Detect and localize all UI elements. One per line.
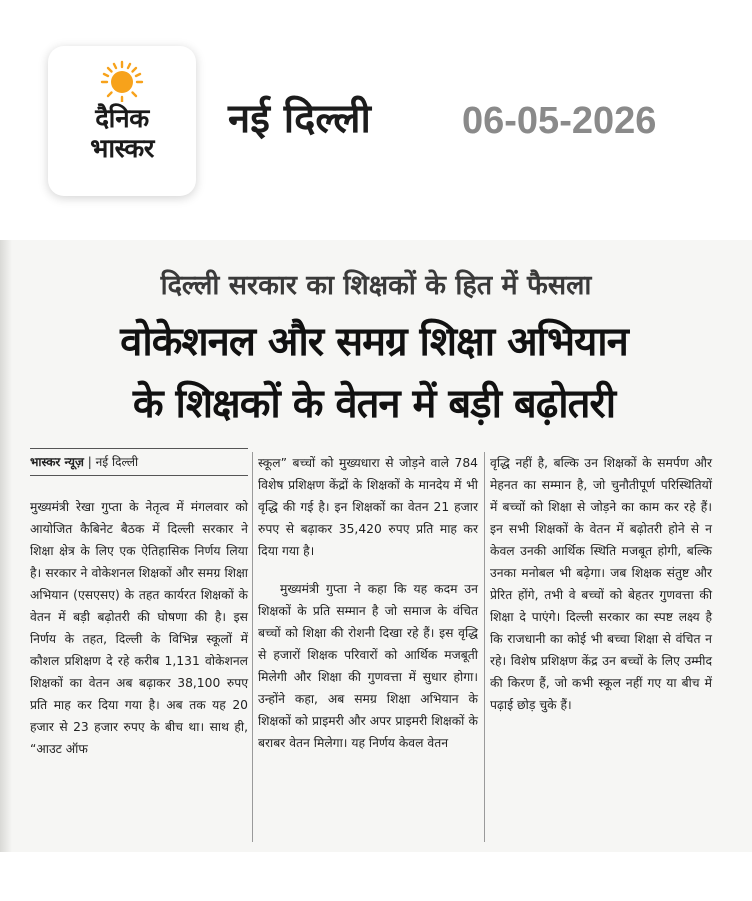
article-paragraph: मुख्यमंत्री गुप्ता ने कहा कि यह कदम उन शिक्षकों के प्रति सम्मान है जो समाज के वंचित बच्चों को शिक्षा की रोशनी दिखा रहे हैं। इस वृद्धि से हजारों शिक्षक परिवारों को आर्थिक मजबूती मिलेगी और शिक्षा की गुणवत्ता में सुधार होगा। उन्होंने कहा, अब समग्र शिक्षा अभियान के शिक्षकों को प्राइमरी और अपर प्राइमरी शिक्षकों के बराबर वेतन मिलेगा। यह निर्णय केवल वेतन <box>258 582 478 750</box>
article-column-1 <box>30 496 248 760</box>
sun-icon <box>93 58 151 102</box>
article-headline-line1: वोकेशनल और समग्र शिक्षा अभियान <box>120 319 628 365</box>
article-kicker: दिल्ली सरकार का शिक्षकों के हित में फैसला <box>160 270 592 301</box>
article-column-3 <box>490 452 712 716</box>
logo-text-line1: दैनिक <box>95 104 149 134</box>
article-headline-line2: के शिक्षकों के वेतन में बड़ी बढ़ोतरी <box>132 381 616 427</box>
newspaper-logo <box>48 46 196 196</box>
article-paragraph: स्कूल” बच्चों को मुख्यधारा से जोड़ने वाले 784 विशेष प्रशिक्षण केंद्रों के शिक्षकों के मानदेय में भी वृद्धि की गई है। इन शिक्षकों का वेतन 21 हजार रुपए से बढ़ाकर 35,420 रुपए प्रति माह कर दिया गया है। <box>258 456 478 558</box>
edition-city: नई दिल्ली <box>228 96 371 142</box>
column-divider <box>484 452 485 842</box>
clipping-edge-shadow <box>0 240 12 852</box>
article-byline <box>30 448 248 476</box>
byline-source: भास्कर न्यूज़ <box>30 455 84 469</box>
article-column-2 <box>258 452 478 754</box>
edition-date: 06-05-2026 <box>462 100 657 142</box>
article-paragraph: वृद्धि नहीं है, बल्कि उन शिक्षकों के समर्पण और मेहनत का सम्मान है, जो चुनौतीपूर्ण परिस्थितियों में बच्चों को शिक्षा से जोड़ने का काम कर रहे हैं। इन सभी शिक्षकों के वेतन में बढ़ोतरी होने से न केवल उनकी आर्थिक स्थिति मजबूत होगी, बल्कि उनका मनोबल भी बढ़ेगा। जब शिक्षक संतुष्ट और प्रेरित होंगे, तभी वे बच्चों को बेहतर गुणवत्ता की शिक्षा दे पाएंगे। दिल्ली सरकार का स्पष्ट लक्ष्य है कि राजधानी का कोई भी बच्चा शिक्षा से वंचित न रहे। विशेष प्रशिक्षण केंद्र उन बच्चों के लिए उम्मीद की किरण हैं, जो कभी स्कूल नहीं गए या बीच में पढ़ाई छोड़ चुके हैं। <box>490 456 712 712</box>
byline-city: नई दिल्ली <box>95 455 139 469</box>
column-divider <box>252 452 253 842</box>
article-paragraph: मुख्यमंत्री रेखा गुप्ता के नेतृत्व में मंगलवार को आयोजित कैबिनेट बैठक में दिल्ली सरकार ने शिक्षा क्षेत्र के लिए एक ऐतिहासिक निर्णय लिया है। सरकार ने वोकेशनल शिक्षकों और समग्र शिक्षा अभियान (एसएसए) के तहत कार्यरत शिक्षकों के वेतन में बड़ी बढ़ोतरी की घोषणा की है। इस निर्णय के तहत, दिल्ली के विभिन्न स्कूलों में कौशल प्रशिक्षण दे रहे करीब 1,131 वोकेशनल शिक्षकों का वेतन अब बढ़ाकर 38,100 रुपए प्रति माह कर दिया गया है। अब तक यह 20 हजार से 23 हजार रुपए के बीच था। साथ ही, “आउट ऑफ <box>30 500 248 756</box>
logo-text-line2: भास्कर <box>90 134 154 164</box>
byline-separator: | <box>87 455 96 469</box>
